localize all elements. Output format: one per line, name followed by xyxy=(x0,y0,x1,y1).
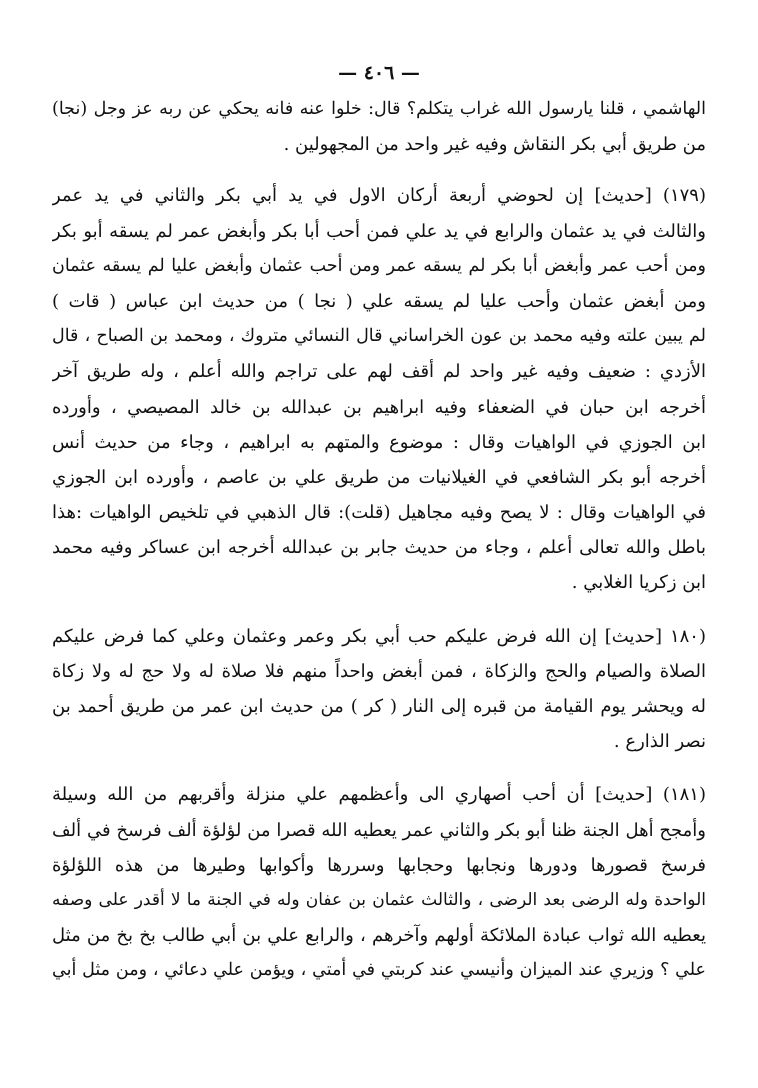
text-line: الصلاة والصيام والحج والزكاة ، فمن أبغض واحداً منهم فلا صلاة له ولا حج له ولا زكاة xyxy=(52,660,706,682)
hadith-181-paragraph xyxy=(52,777,706,988)
text-line: نصر الذارع . xyxy=(613,731,706,753)
text-line: (١٨١) [حديث] أن أحب أصهاري الى وأعظمهم علي منزلة وأقربهم من الله وسيلة xyxy=(52,784,706,806)
text-line: الأزدي : ضعيف وفيه غير واحد لم أقف لهم على تراجم والله أعلم ، وله طريق آخر xyxy=(52,361,706,383)
text-line: (١٧٩) [حديث] إن لحوضي أربعة أركان الاول في يد أبي بكر والثاني في يد عمر xyxy=(52,185,706,207)
text-line: الهاشمي ، قلنا يارسول الله غراب يتكلم؟ قال: خلوا عنه فانه يحكي عن ربه عز وجل (نجا) xyxy=(52,99,706,119)
text-line: يعطيه الله ثواب عبادة الملائكة أولهم وآخرهم ، والرابع علي بن أبي طالب بخ بخ من مثل xyxy=(52,925,706,947)
text-line: ومن أحب عمر وأبغض أبا بكر لم يسقه عمر ومن أحب عثمان وأبغض عليا لم يسقه عثمان xyxy=(52,255,706,276)
hadith-179-paragraph xyxy=(52,178,706,600)
text-line: ابن الجوزي في الواهيات وقال : موضوع والمتهم به ابراهيم ، وجاء من حديث أنس xyxy=(52,431,706,453)
text-line: له ويحشر يوم القيامة من قبره إلى النار ( كر ) من حديث ابن عمر من طريق أحمد بن xyxy=(52,696,706,717)
text-line: الواحدة وله الرضى بعد الرضى ، والثالث عثمان بن عفان وله في الجنة ما لا أقدر على وصفه xyxy=(52,889,706,910)
text-line: لم يبين علته وفيه محمد بن عون الخراساني قال النسائي متروك ، ومحمد بن الصباح ، قال xyxy=(52,326,706,347)
page-number: — ٤٠٦ — xyxy=(338,62,420,84)
text-line: وأمجح أهل الجنة ظنا أبو بكر والثاني عمر يعطيه الله قصرا من لؤلؤة ألف فرسخ في ألف xyxy=(52,819,706,841)
text-line: أخرجه أبو بكر الشافعي في الغيلانيات من طريق علي بن عاصم ، وأورده ابن الجوزي xyxy=(52,466,706,488)
text-line: ابن زكريا الغلابي . xyxy=(571,572,706,594)
intro-paragraph xyxy=(52,92,706,162)
text-line: في الواهيات وقال : لا يصح وفيه مجاهيل (قلت): قال الذهبي في تلخيص الواهيات :هذا xyxy=(52,502,706,524)
text-line: والثالث في يد عثمان والرابع في يد علي فمن أحب أبا بكر وأبغض عمر لم يسقه أبو بكر xyxy=(52,220,706,242)
text-line: من طريق أبي بكر النقاش وفيه غير واحد من المجهولين . xyxy=(283,134,706,156)
text-line: أخرجه ابن حبان في الضعفاء وفيه ابراهيم بن عبدالله بن خالد المصيصي ، وأورده xyxy=(52,396,706,418)
text-line: فرسخ قصورها ودورها ونجابها وحجابها وسررها وأكوابها وطيرها من هذه اللؤلؤة xyxy=(52,854,706,876)
text-line: ومن أبغض عثمان وأحب عليا لم يسقه علي ( نجا ) من حديث ابن عباس ( قات ) xyxy=(52,290,706,312)
text-line: (١٨٠ [حديث] إن الله فرض عليكم حب أبي بكر وعمر وعثمان وعلي كما فرض عليكم xyxy=(52,625,706,647)
text-line: باطل والله تعالى أعلم ، وجاء من حديث جابر بن عبدالله أخرجه ابن عساكر وفيه محمد xyxy=(52,537,706,559)
hadith-180-paragraph xyxy=(52,619,706,760)
text-line: علي ؟ وزيري عند الميزان وأنيسي عند كربتي في أمتي ، ويؤمن علي دعائي ، ومن مثل أبي xyxy=(52,960,706,981)
